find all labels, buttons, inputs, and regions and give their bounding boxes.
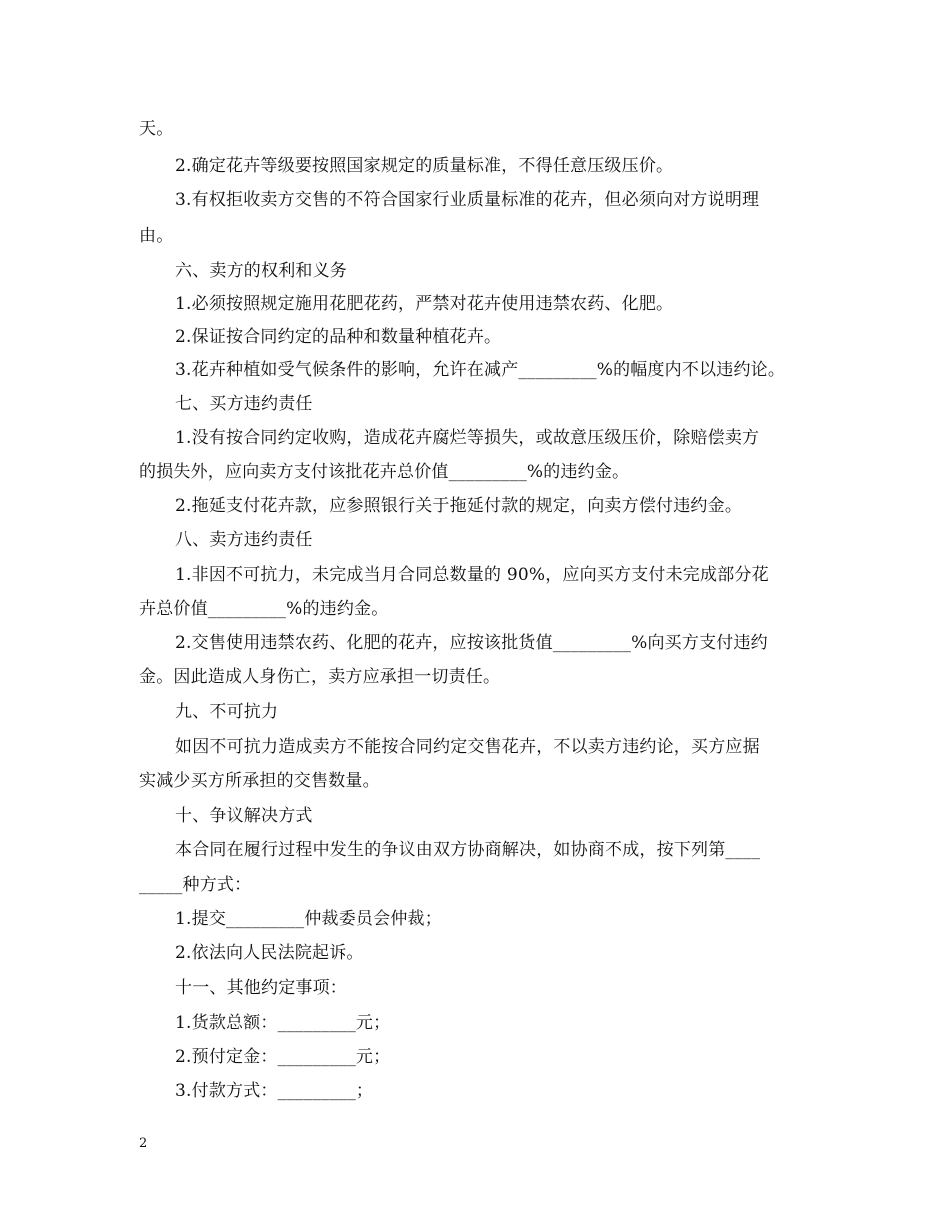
text-line: 3.付款方式：_________； bbox=[175, 1081, 374, 1101]
text-line: 3.花卉种植如受气候条件的影响，允许在减产_________%的幅度内不以违约论。 bbox=[175, 360, 786, 380]
text-line: 2.保证按合同约定的品种和数量种植花卉。 bbox=[175, 327, 502, 347]
section-heading: 九、不可抗力 bbox=[175, 702, 279, 722]
text-line: _____种方式： bbox=[139, 875, 252, 895]
section-heading: 七、买方违约责任 bbox=[175, 394, 313, 414]
text-line: 2.交售使用违禁农药、化肥的花卉，应按该批货值_________%向买方支付违约 bbox=[175, 633, 768, 653]
text-line: 2.依法向人民法院起诉。 bbox=[175, 943, 364, 963]
text-line: 本合同在履行过程中发生的争议由双方协商解决，如协商不成，按下列第____ bbox=[175, 840, 761, 860]
text-line: 1.非因不可抗力，未完成当月合同总数量的 90%，应向买方支付未完成部分花 bbox=[175, 565, 769, 585]
text-line: 如因不可抗力造成卖方不能按合同约定交售花卉，不以卖方违约论，买方应据 bbox=[175, 737, 760, 757]
text-line: 1.提交_________仲裁委员会仲裁； bbox=[175, 909, 442, 929]
text-line: 金。因此造成人身伤亡，卖方应承担一切责任。 bbox=[139, 667, 501, 687]
text-line: 1.必须按照规定施用花肥花药，严禁对花卉使用违禁农药、化肥。 bbox=[175, 294, 674, 314]
text-line: 1.货款总额：_________元； bbox=[175, 1013, 391, 1033]
section-heading: 八、卖方违约责任 bbox=[175, 530, 313, 550]
page-number: 2 bbox=[139, 1136, 148, 1151]
text-line: 3.有权拒收卖方交售的不符合国家行业质量标准的花卉，但必须向对方说明理 bbox=[175, 190, 760, 210]
text-line: 2.拖延支付花卉款，应参照银行关于拖延付款的规定，向卖方偿付违约金。 bbox=[175, 496, 743, 516]
text-line: 2.预付定金：_________元； bbox=[175, 1047, 391, 1067]
text-line: 卉总价值_________%的违约金。 bbox=[139, 599, 389, 619]
text-line: 的损失外，应向卖方支付该批花卉总价值_________%的违约金。 bbox=[139, 462, 630, 482]
section-heading: 十、争议解决方式 bbox=[175, 806, 313, 826]
section-heading: 十一、其他约定事项： bbox=[175, 978, 347, 998]
text-line: 由。 bbox=[139, 226, 174, 246]
text-line: 天。 bbox=[139, 119, 174, 139]
text-line: 2.确定花卉等级要按照国家规定的质量标准，不得任意压级压价。 bbox=[175, 156, 674, 176]
section-heading: 六、卖方的权利和义务 bbox=[175, 261, 347, 281]
text-line: 1.没有按合同约定收购，造成花卉腐烂等损失，或故意压级压价，除赔偿卖方 bbox=[175, 428, 760, 448]
text-line: 实减少买方所承担的交售数量。 bbox=[139, 771, 380, 791]
